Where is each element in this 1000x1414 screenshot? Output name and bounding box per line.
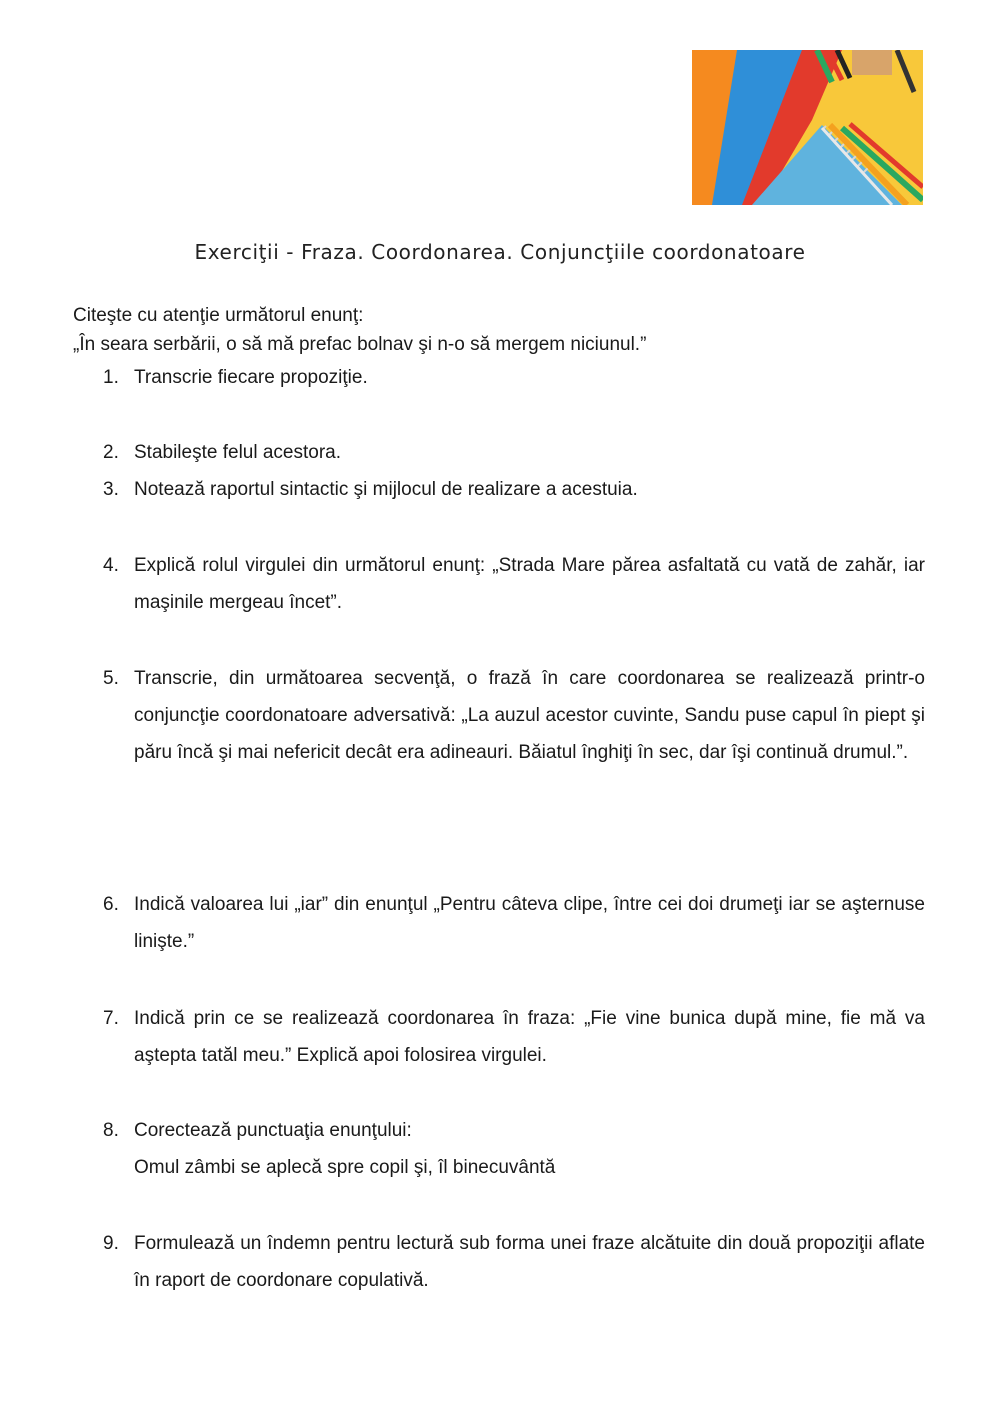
exercise-7	[103, 1000, 925, 1074]
exercise-1	[103, 359, 925, 396]
exercise-number: 2.	[103, 442, 119, 463]
page-title: Exerciţii - Fraza. Coordonarea. Conjuncţiile coordonatoare	[194, 240, 806, 264]
exercise-8	[103, 1112, 925, 1186]
school-supplies-photo-icon	[692, 50, 923, 205]
exercise-number: 7.	[103, 1008, 119, 1029]
intro-instruction: Citeşte cu atenţie următorul enunţ:	[73, 305, 364, 326]
exercise-number: 9.	[103, 1233, 119, 1254]
exercise-text: Corectează punctuaţia enunţului:	[134, 1120, 412, 1141]
intro	[73, 301, 646, 359]
exercise-text: Notează raportul sintactic şi mijlocul de realizare a acestuia.	[134, 479, 638, 500]
exercise-text: Formulează un îndemn pentru lectură sub forma unei fraze alcătuite din două propoziţii aflate în raport de coordonare copulativă.	[134, 1233, 925, 1291]
exercise-text: Explică rolul virgulei din următorul enunţ: „Strada Mare părea asfaltată cu vată de zahăr, iar maşinile mergeau încet”.	[134, 555, 925, 613]
exercise-number: 6.	[103, 894, 119, 915]
exercise-9	[103, 1225, 925, 1299]
exercise-text: Stabileşte felul acestora.	[134, 442, 342, 463]
exercise-number: 1.	[103, 367, 119, 388]
exercise-text: Transcrie, din următoarea secvenţă, o frază în care coordonarea se realizează printr-o conjuncţie coordonatoare adversativă: „La auzul acestor cuvinte, Sandu puse capul în piept şi păru încă şi mai nefericit decât era adineauri. Băiatul înghiţi în sec, dar îşi continuă drumul.”.	[134, 668, 925, 763]
exercise-number: 3.	[103, 479, 119, 500]
exercise-text: Indică valoarea lui „iar” din enunţul „Pentru câteva clipe, între cei doi drumeţi iar se aşternuse linişte.”	[134, 894, 925, 952]
exercise-number: 8.	[103, 1120, 119, 1141]
exercise-6	[103, 886, 925, 960]
exercise-2	[103, 434, 925, 471]
exercise-number: 4.	[103, 555, 119, 576]
exercise-text: Transcrie fiecare propoziţie.	[134, 367, 368, 388]
exercise-text: Indică prin ce se realizează coordonarea în fraza: „Fie vine bunica după mine, fie mă va aştepta tatăl meu.” Explică apoi folosirea virgulei.	[134, 1008, 925, 1066]
exercise-5	[103, 660, 925, 771]
intro-sentence: „În seara serbării, o să mă prefac bolnav şi n-o să mergem niciunul.”	[73, 334, 647, 355]
exercise-sentence: Omul zâmbi se aplecă spre copil şi, îl binecuvântă	[134, 1157, 556, 1178]
exercise-number: 5.	[103, 668, 119, 689]
exercise-4	[103, 547, 925, 621]
exercise-3	[103, 471, 925, 508]
